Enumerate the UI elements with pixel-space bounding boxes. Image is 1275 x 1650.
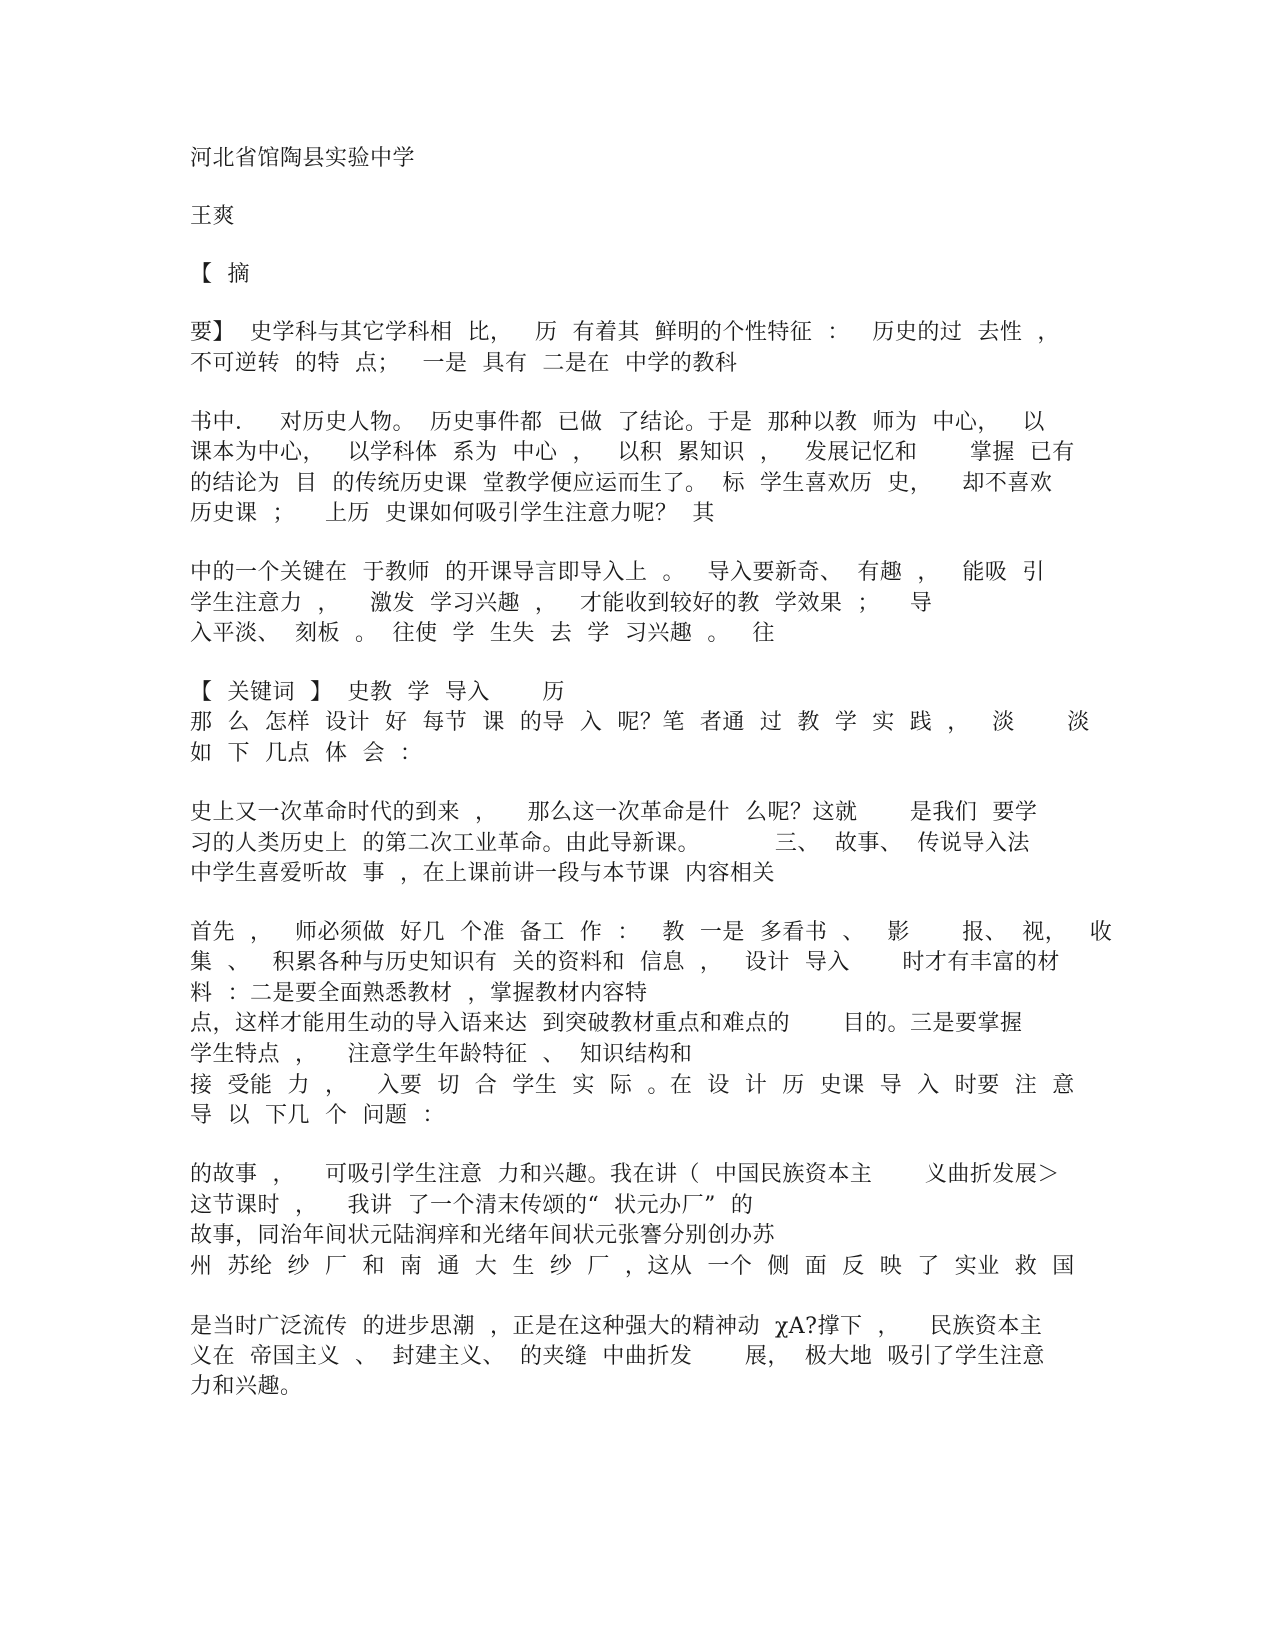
text-line: 要】 史学科与其它学科相 比， 历 有着其 鲜明的个性特征 ： 历史的过 去性 ， (190, 320, 1060, 345)
author-name: 王爽 (190, 204, 236, 229)
text-line: 不可逆转 的特 点； 一是 具有 二是在 中学的教科 (190, 351, 738, 376)
text-line: 州 苏纶 纱 厂 和 南 通 大 生 纱 厂 ，这从 一个 侧 面 反 映 了 实业 救 国 (190, 1254, 1075, 1279)
keywords-line: 【 关键词 】 史教 学 导入 历 (190, 680, 565, 705)
abstract-label: 【 摘 (190, 262, 250, 287)
text-line: 中的一个关键在 于教师 的开课导言即导入上 。 导入要新奇、 有趣 ， 能吸 引 (190, 560, 1045, 585)
text-line: 如 下 几点 体 会 ： (190, 741, 423, 766)
text-line: 那 么 怎样 设计 好 每节 课 的导 入 呢？笔 者通 过 教 学 实 践 ， 淡 淡 (190, 710, 1090, 735)
text-line: 历史课 ； 上历 史课如何吸引学生注意力呢？ 其 (190, 501, 715, 526)
text-line: 习的人类历史上 的第二次工业革命。由此导新课。 三、 故事、 传说导入法 (190, 831, 1030, 856)
text-line: 这节课时 ， 我讲 了一个清末传颂的“ 状元办厂” 的 (190, 1193, 754, 1218)
text-line: 集 、 积累各种与历史知识有 关的资料和 信息 ， 设计 导入 时才有丰富的材 (190, 950, 1060, 975)
text-line: 故事，同治年间状元陆润痒和光绪年间状元张謇分别创办苏 (190, 1223, 776, 1248)
text-line: 接 受能 力 ， 入要 切 合 学生 实 际 。在 设 计 历 史课 导 入 时要 注 意 (190, 1073, 1075, 1098)
text-line: 力和兴趣。 (190, 1374, 303, 1399)
text-line: 首先 ， 师必须做 好几 个准 备工 作 ： 教 一是 多看书 、 影 报、 视， 收 (190, 920, 1113, 945)
text-line: 史上又一次革命时代的到来 ， 那么这一次革命是什 么呢？这就 是我们 要学 (190, 800, 1038, 825)
text-line: 的结论为 目 的传统历史课 堂教学便应运而生了。 标 学生喜欢历 史， 却不喜欢 (190, 471, 1053, 496)
text-line: 料 ：二是要全面熟悉教材 ，掌握教材内容特 (190, 981, 648, 1006)
text-line: 点，这样才能用生动的导入语来达 到突破教材重点和难点的 目的。三是要掌握 (190, 1011, 1023, 1036)
text-line: 的故事 ， 可吸引学生注意 力和兴趣。我在讲（ 中国民族资本主 义曲折发展＞ (190, 1162, 1060, 1187)
text-line: 书中． 对历史人物。 历史事件都 已做 了结论。于是 那种以教 师为 中心， 以 (190, 410, 1045, 435)
text-line: 入平淡、 刻板 。 往使 学 生失 去 学 习兴趣 。 往 (190, 621, 775, 646)
text-line: 导 以 下几 个 问题 ： (190, 1103, 445, 1128)
text-line: 中学生喜爱听故 事 ，在上课前讲一段与本节课 内容相关 (190, 861, 775, 886)
text-line: 是当时广泛流传 的进步思潮 ，正是在这种强大的精神动 χA?撑下 ， 民族资本主 (190, 1314, 1043, 1339)
school-name: 河北省馆陶县实验中学 (190, 146, 416, 171)
text-line: 义在 帝国主义 、 封建主义、 的夹缝 中曲折发 展， 极大地 吸引了学生注意 (190, 1344, 1045, 1369)
text-line: 学生特点 ， 注意学生年龄特征 、 知识结构和 (190, 1042, 693, 1067)
text-line: 课本为中心， 以学科体 系为 中心 ， 以积 累知识 ， 发展记忆和 掌握 已有 (190, 440, 1075, 465)
text-line: 学生注意力 ， 激发 学习兴趣 ， 才能收到较好的教 学效果 ； 导 (190, 591, 933, 616)
